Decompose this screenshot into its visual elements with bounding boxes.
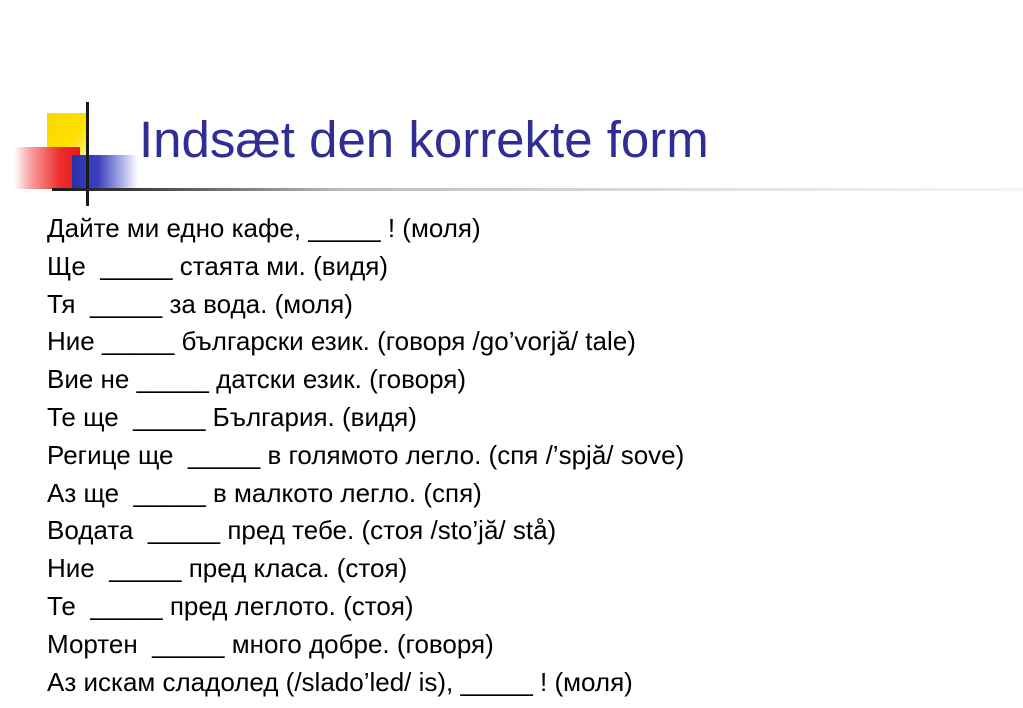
exercise-line: Те _____ пред леглото. (стоя) xyxy=(47,590,414,621)
exercise-line: Аз ще _____ в малкото легло. (спя) xyxy=(47,477,482,508)
exercise-line: Ще _____ стаята ми. (видя) xyxy=(47,250,389,281)
slide-title: Indsæt den korrekte form xyxy=(139,111,709,168)
red-square xyxy=(14,147,80,189)
exercise-line: Те ще _____ България. (видя) xyxy=(47,401,417,432)
exercise-line: Ние _____ български език. (говоря /go’vorjă/ tale) xyxy=(47,326,636,357)
exercise-line: Регице ще _____ в голямото легло. (спя /’spjă/ sove) xyxy=(47,439,685,470)
blue-square xyxy=(72,155,138,191)
exercise-line: Мортен _____ много добре. (говоря) xyxy=(47,628,494,659)
exercise-line: Ние _____ пред класа. (стоя) xyxy=(47,553,408,584)
exercise-line: Водата _____ пред тебе. (стоя /sto’jă/ stå) xyxy=(47,515,557,546)
exercise-line: Дайте ми едно кафе, _____ ! (моля) xyxy=(47,213,481,243)
decorative-logo xyxy=(0,0,150,210)
exercise-line: Вие не _____ датски език. (говоря) xyxy=(47,364,466,395)
exercise-line: Аз искам сладолед (/slado’led/ is), _____ ! (моля) xyxy=(47,666,633,697)
title-divider xyxy=(52,188,1023,191)
exercise-list xyxy=(47,210,684,701)
exercise-line: Тя _____ за вода. (моля) xyxy=(47,288,353,319)
